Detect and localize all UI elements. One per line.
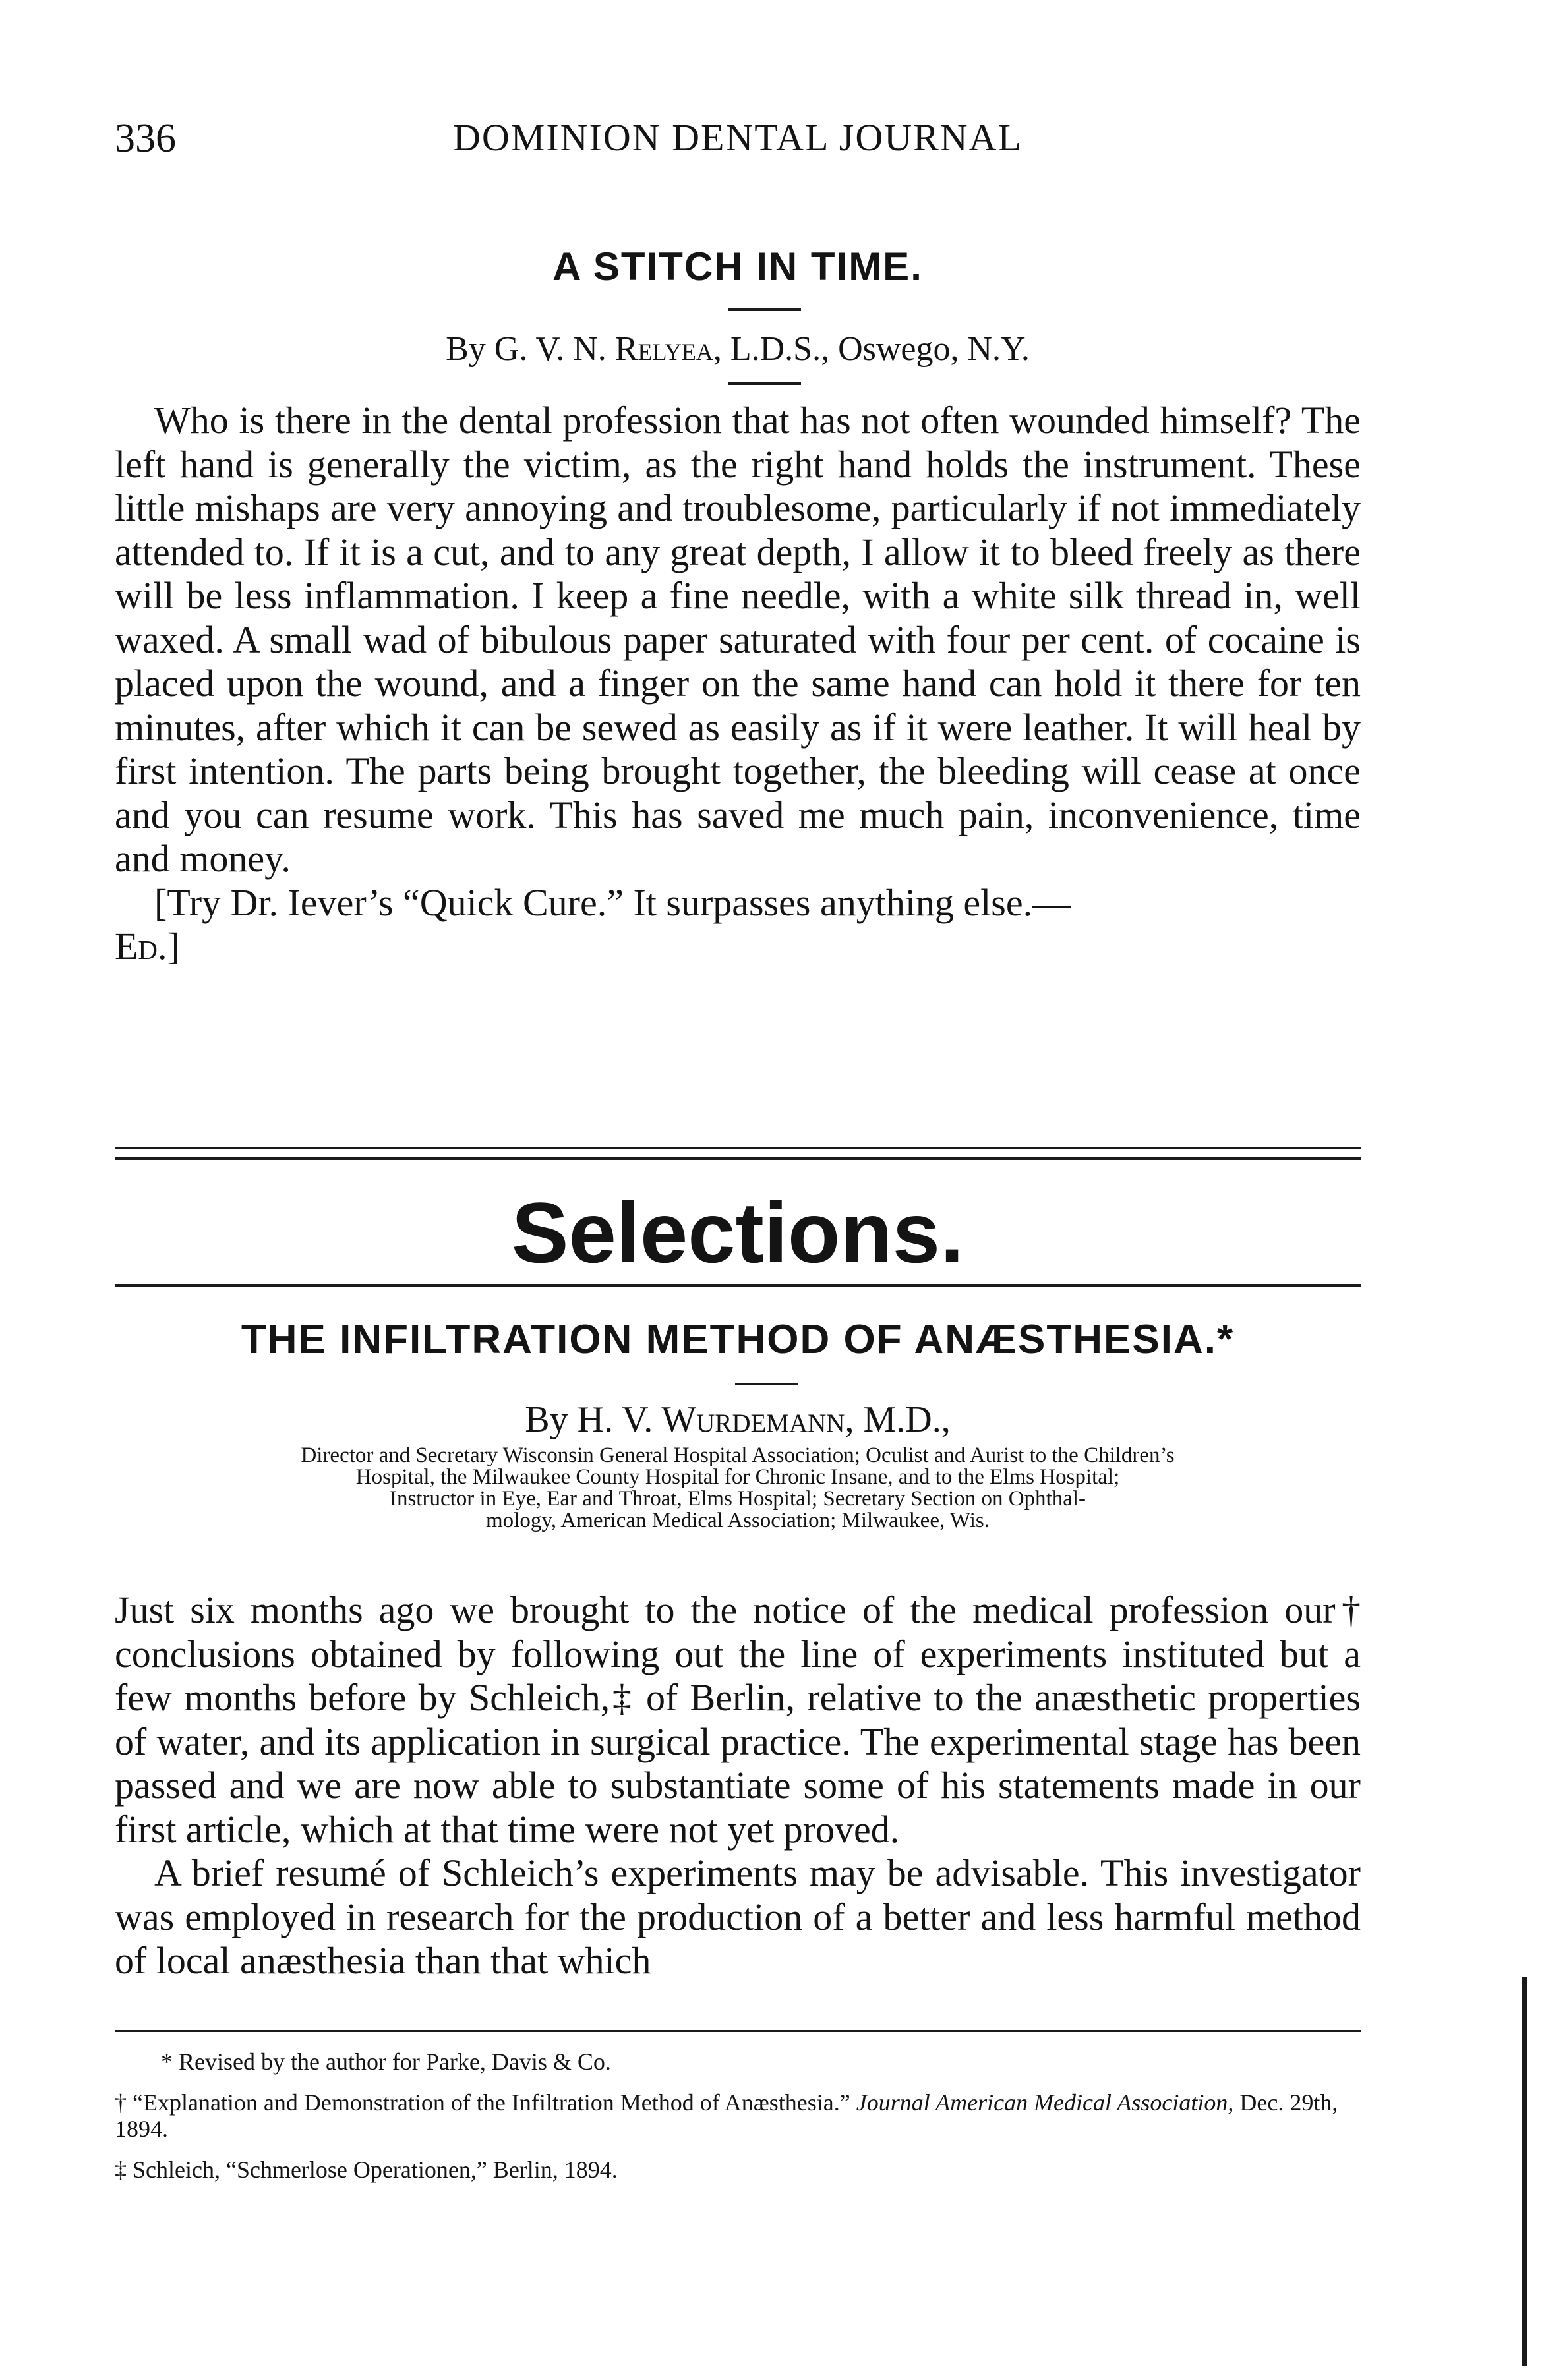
article-body [115,1588,1361,1983]
body-paragraph: A brief resumé of Schleich’s experiments may be advisable. This investigator was employed in research for the production of a better and less harmful method of local anæsthesia than that which [115,1851,1361,1982]
author-credentials: , M.D., [845,1399,951,1440]
footnote-ddagger: ‡ Schleich, “Schmerlose Operationen,” Berlin, 1894. [115,2157,618,2183]
page-number: 336 [115,116,176,161]
author-affiliation [115,1445,1361,1532]
byline-prefix: By [446,330,486,368]
title-rule [728,308,801,311]
author-name: G. V. N. Relyea [494,330,713,368]
body-paragraph: Just six months ago we brought to the notice of the medical profession our† conclusions obtained by following out the line of experiments instituted but a few months before by Schleich,‡ of Berlin, relative to the anæsthetic properties of water, and its application in surgical practice. The experimental stage has been passed and we are now able to substantiate some of his statements made in our first article, which at that time were not yet proved. [115,1588,1361,1851]
article-byline [115,1399,1361,1441]
page-header [115,115,1361,175]
editor-note [115,881,1361,969]
section-divider [115,1147,1361,1160]
running-head: DOMINION DENTAL JOURNAL [452,116,1023,159]
author-name: H. V. Wurdemann [577,1399,845,1440]
section-heading: Selections. [511,1184,964,1281]
article-title: THE INFILTRATION METHOD OF ANÆSTHESIA.* [241,1317,1235,1362]
article-byline [115,330,1361,368]
body-paragraph: Who is there in the dental profession that has not often wounded himself? The left hand is generally the victim, as the right hand holds the instrument. These little mishaps are very annoying and troublesome, particularly if not immediately attended to. If it is a cut, and to any great depth, I allow it to bleed freely as there will be less inflammation. I keep a fine needle, with a white silk thread in, well waxed. A small wad of bibulous paper saturated with four per cent. of cocaine is placed upon the wound, and a finger on the same hand can hold it there for ten minutes, after which it can be sewed as easily as if it were leather. It will heal by first intention. The parts being brought together, the bleeding will cease at once and you can resume work. This has saved me much pain, inconvenience, time and money. [115,399,1361,880]
author-credentials: , L.D.S., Oswego, N.Y. [713,330,1030,368]
editor-signature: Ed.] [115,925,180,968]
article-title: A STITCH IN TIME. [552,245,923,289]
footnote-journal: Journal American Medical Association, [856,2089,1234,2116]
footnote-dagger [115,2089,1361,2142]
footnote-rule [115,2030,1361,2032]
section-rule [115,1284,1361,1287]
footnote-star: * Revised by the author for Parke, Davis & Co. [161,2048,611,2075]
affiliation-line: mology, American Medical Association; Milwaukee, Wis. [486,1509,990,1532]
byline-prefix: By [525,1399,568,1440]
title-rule [735,1383,798,1385]
editor-note-text: [Try Dr. Iever’s “Quick Cure.” It surpasses anything else.— [154,881,1071,924]
footnotes [115,2048,1361,2197]
footnote-date: Dec. 29th, 1894. [115,2089,1338,2142]
affiliation-line: Instructor in Eye, Ear and Throat, Elms Hospital; Secretary Section on Ophthal- [389,1487,1086,1511]
byline-rule [728,382,801,385]
binding-edge [1522,1977,1527,2366]
affiliation-line: Hospital, the Milwaukee County Hospital for Chronic Insane, and to the Elms Hospital; [355,1465,1120,1489]
affiliation-line: Director and Secretary Wisconsin General Hospital Association; Oculist and Aurist to the Children’s [301,1443,1175,1467]
footnote-dagger-text: † “Explanation and Demonstration of the Infiltration Method of Anæsthesia.” [115,2089,850,2116]
article-body [115,399,1361,969]
